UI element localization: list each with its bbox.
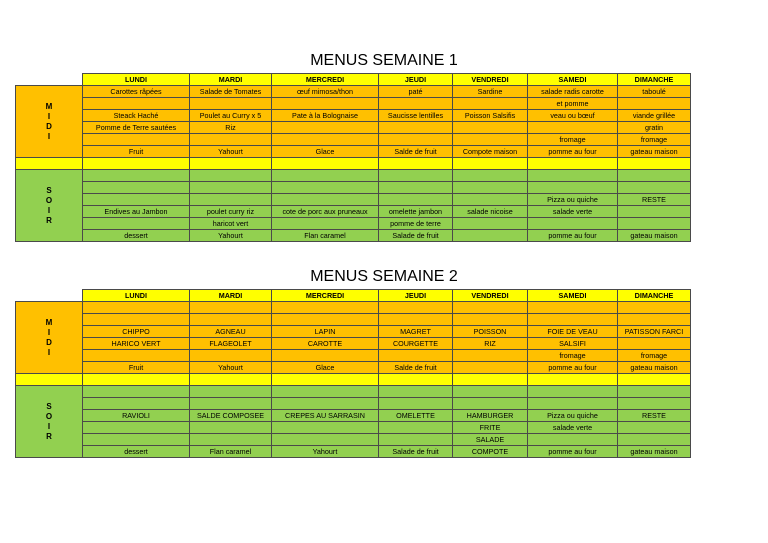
header-blank-cell	[16, 290, 83, 302]
menu-cell-mercredi: œuf mimosa/thon	[272, 86, 379, 98]
midi-row	[16, 350, 691, 362]
menu-cell-vendredi	[453, 398, 528, 410]
menu-cell-mercredi	[272, 134, 379, 146]
menu-cell-mercredi: Glace	[272, 362, 379, 374]
day-header-lundi: LUNDI	[83, 290, 190, 302]
menu-cell-mardi: Yahourt	[190, 230, 272, 242]
menu-cell-lundi: Fruit	[83, 362, 190, 374]
menu-cell-dimanche: fromage	[618, 350, 691, 362]
menu-cell-jeudi	[379, 98, 453, 110]
midi-label-letter: D	[46, 337, 52, 347]
menu-cell-jeudi	[379, 386, 453, 398]
menu-cell-jeudi	[379, 122, 453, 134]
menu-cell-mercredi	[272, 98, 379, 110]
separator-cell	[453, 374, 528, 386]
menu-cell-mardi: AGNEAU	[190, 326, 272, 338]
midi-row	[16, 146, 691, 158]
menu-cell-jeudi: paté	[379, 86, 453, 98]
menu-cell-mardi: Poulet au Curry x 5	[190, 110, 272, 122]
menu-cell-dimanche	[618, 398, 691, 410]
midi-row	[16, 110, 691, 122]
menu-cell-vendredi	[453, 182, 528, 194]
menu-cell-mardi: Salade de Tomates	[190, 86, 272, 98]
menu-cell-dimanche	[618, 422, 691, 434]
menu-cell-lundi	[83, 134, 190, 146]
menu-cell-mercredi: Flan caramel	[272, 230, 379, 242]
menu-cell-dimanche: taboulé	[618, 86, 691, 98]
menu-cell-vendredi	[453, 134, 528, 146]
menu-cell-dimanche: gateau maison	[618, 362, 691, 374]
menu-cell-mercredi	[272, 218, 379, 230]
midi-row	[16, 338, 691, 350]
week-2-menu-table	[15, 289, 691, 458]
menu-cell-lundi: HARICO VERT	[83, 338, 190, 350]
menu-cell-mardi	[190, 434, 272, 446]
menu-cell-samedi: veau ou bœuf	[528, 110, 618, 122]
menu-cell-dimanche	[618, 302, 691, 314]
menu-cell-samedi: Pizza ou quiche	[528, 410, 618, 422]
menu-cell-mercredi: LAPIN	[272, 326, 379, 338]
separator-cell	[528, 374, 618, 386]
menu-cell-samedi	[528, 398, 618, 410]
menu-cell-samedi: fromage	[528, 350, 618, 362]
menu-cell-mardi: FLAGEOLET	[190, 338, 272, 350]
menu-cell-mercredi	[272, 302, 379, 314]
menu-cell-jeudi	[379, 422, 453, 434]
menu-cell-mardi: haricot vert	[190, 218, 272, 230]
menu-cell-jeudi: Salde de fruit	[379, 362, 453, 374]
menu-cell-dimanche: RESTE	[618, 410, 691, 422]
soir-label-letter: I	[47, 205, 51, 215]
menu-cell-vendredi: Poisson Salsifis	[453, 110, 528, 122]
menu-cell-vendredi: COMPOTE	[453, 446, 528, 458]
menu-cell-vendredi	[453, 302, 528, 314]
header-blank-cell	[16, 74, 83, 86]
menu-cell-mercredi: CREPES AU SARRASIN	[272, 410, 379, 422]
menu-cell-mercredi: Glace	[272, 146, 379, 158]
midi-label-letter: I	[47, 327, 51, 337]
midi-label-letter: I	[47, 111, 51, 121]
week-2-title: MENUS SEMAINE 2	[310, 268, 458, 285]
soir-label-letter: O	[45, 195, 53, 205]
midi-row	[16, 362, 691, 374]
menu-cell-mercredi: Yahourt	[272, 446, 379, 458]
soir-label-letter: R	[46, 215, 52, 225]
menu-cell-vendredi	[453, 314, 528, 326]
soir-row	[16, 218, 691, 230]
menu-cell-lundi	[83, 302, 190, 314]
menu-cell-dimanche	[618, 206, 691, 218]
menu-cell-lundi: Endives au Jambon	[83, 206, 190, 218]
menu-cell-lundi	[83, 350, 190, 362]
menu-cell-lundi: Fruit	[83, 146, 190, 158]
menu-cell-samedi	[528, 386, 618, 398]
soir-side-label	[16, 386, 83, 458]
separator-cell	[528, 158, 618, 170]
menu-cell-vendredi: RIZ	[453, 338, 528, 350]
menu-cell-dimanche: gateau maison	[618, 146, 691, 158]
menu-cell-mercredi	[272, 314, 379, 326]
menu-cell-mardi	[190, 350, 272, 362]
menu-cell-mardi	[190, 98, 272, 110]
soir-row	[16, 446, 691, 458]
separator-cell	[16, 374, 83, 386]
midi-row	[16, 134, 691, 146]
menu-cell-vendredi: HAMBURGER	[453, 410, 528, 422]
menu-cell-mardi: Riz	[190, 122, 272, 134]
menu-cell-mardi	[190, 182, 272, 194]
menu-cell-jeudi: Salade de fruit	[379, 446, 453, 458]
midi-label-letter: I	[47, 347, 51, 357]
week-1-title: MENUS SEMAINE 1	[310, 52, 458, 69]
menu-cell-mercredi	[272, 122, 379, 134]
soir-row	[16, 230, 691, 242]
menu-cell-mardi: poulet curry riz	[190, 206, 272, 218]
midi-label-letter: M	[45, 317, 53, 327]
day-header-mardi: MARDI	[190, 290, 272, 302]
menu-cell-vendredi	[453, 362, 528, 374]
menu-cell-vendredi	[453, 98, 528, 110]
menu-cell-dimanche	[618, 182, 691, 194]
menu-cell-jeudi: OMELETTE	[379, 410, 453, 422]
menu-cell-mercredi	[272, 386, 379, 398]
menu-cell-samedi	[528, 434, 618, 446]
midi-label-letter: I	[47, 131, 51, 141]
soir-label-letter: O	[45, 411, 53, 421]
menu-cell-mercredi: Pate à la Bolognaise	[272, 110, 379, 122]
midi-row	[16, 314, 691, 326]
day-header-lundi: LUNDI	[83, 74, 190, 86]
separator-cell	[272, 374, 379, 386]
day-header-row	[16, 290, 691, 302]
menu-cell-vendredi	[453, 230, 528, 242]
menu-cell-vendredi	[453, 194, 528, 206]
menu-cell-dimanche	[618, 98, 691, 110]
separator-cell	[379, 158, 453, 170]
menu-cell-lundi	[83, 398, 190, 410]
soir-label-letter: R	[46, 431, 52, 441]
separator-cell	[379, 374, 453, 386]
soir-row	[16, 170, 691, 182]
menu-cell-samedi	[528, 182, 618, 194]
menu-cell-jeudi: Saucisse lentilles	[379, 110, 453, 122]
separator-cell	[272, 158, 379, 170]
menu-cell-lundi	[83, 170, 190, 182]
midi-row	[16, 302, 691, 314]
menu-cell-dimanche: fromage	[618, 134, 691, 146]
midi-row	[16, 98, 691, 110]
menu-cell-lundi: Steack Haché	[83, 110, 190, 122]
menu-cell-vendredi	[453, 386, 528, 398]
menu-cell-jeudi: Salde de fruit	[379, 146, 453, 158]
menu-cell-mardi	[190, 170, 272, 182]
menu-cell-mardi: Flan caramel	[190, 446, 272, 458]
menu-cell-mercredi	[272, 194, 379, 206]
soir-row	[16, 182, 691, 194]
menu-cell-lundi: CHIPPO	[83, 326, 190, 338]
menu-cell-dimanche	[618, 314, 691, 326]
menu-cell-vendredi: salade nicoise	[453, 206, 528, 218]
menu-cell-dimanche: viande grillée	[618, 110, 691, 122]
menu-cell-jeudi: COURGETTE	[379, 338, 453, 350]
separator-cell	[190, 158, 272, 170]
menu-cell-samedi: pomme au four	[528, 446, 618, 458]
menu-cell-lundi: dessert	[83, 446, 190, 458]
menu-cell-jeudi: pomme de terre	[379, 218, 453, 230]
menu-cell-samedi: salade verte	[528, 206, 618, 218]
menu-cell-dimanche	[618, 170, 691, 182]
menu-cell-samedi	[528, 302, 618, 314]
day-header-row	[16, 74, 691, 86]
menu-cell-samedi: FOIE DE VEAU	[528, 326, 618, 338]
menu-cell-mercredi	[272, 422, 379, 434]
menu-cell-mardi	[190, 134, 272, 146]
menu-cell-jeudi	[379, 350, 453, 362]
soir-row	[16, 434, 691, 446]
soir-row	[16, 386, 691, 398]
menu-cell-mercredi	[272, 398, 379, 410]
menu-cell-dimanche: gateau maison	[618, 446, 691, 458]
menu-cell-vendredi	[453, 170, 528, 182]
menu-cell-samedi: salade verte	[528, 422, 618, 434]
menu-cell-samedi: SALSIFI	[528, 338, 618, 350]
separator-row	[16, 158, 691, 170]
menu-cell-dimanche: RESTE	[618, 194, 691, 206]
menu-cell-vendredi: Compote maison	[453, 146, 528, 158]
menu-cell-samedi: pomme au four	[528, 362, 618, 374]
menu-cell-mercredi	[272, 350, 379, 362]
day-header-dimanche: DIMANCHE	[618, 74, 691, 86]
menu-cell-lundi	[83, 314, 190, 326]
menu-cell-vendredi: Sardine	[453, 86, 528, 98]
menu-cell-mardi	[190, 398, 272, 410]
menu-cell-dimanche: gratin	[618, 122, 691, 134]
day-header-mercredi: MERCREDI	[272, 74, 379, 86]
menu-cell-mardi	[190, 302, 272, 314]
menu-cell-vendredi: POISSON	[453, 326, 528, 338]
menu-cell-jeudi	[379, 194, 453, 206]
soir-row	[16, 422, 691, 434]
menu-cell-mercredi	[272, 170, 379, 182]
menu-cell-dimanche	[618, 434, 691, 446]
menu-cell-jeudi	[379, 182, 453, 194]
midi-side-label	[16, 86, 83, 158]
menu-cell-jeudi	[379, 398, 453, 410]
menu-cell-mardi	[190, 422, 272, 434]
menu-cell-mercredi	[272, 182, 379, 194]
menu-cell-mercredi	[272, 434, 379, 446]
menu-cell-lundi	[83, 194, 190, 206]
soir-row	[16, 206, 691, 218]
menu-cell-dimanche: gateau maison	[618, 230, 691, 242]
day-header-mardi: MARDI	[190, 74, 272, 86]
menu-cell-vendredi: FRITE	[453, 422, 528, 434]
day-header-vendredi: VENDREDI	[453, 74, 528, 86]
menu-cell-jeudi	[379, 134, 453, 146]
menu-cell-samedi: et pomme	[528, 98, 618, 110]
menu-cell-vendredi	[453, 218, 528, 230]
menu-cell-lundi	[83, 218, 190, 230]
menu-cell-mardi	[190, 386, 272, 398]
menu-cell-lundi: RAVIOLI	[83, 410, 190, 422]
midi-row	[16, 86, 691, 98]
menu-cell-lundi: Pomme de Terre sautées	[83, 122, 190, 134]
menu-cell-lundi	[83, 434, 190, 446]
soir-row	[16, 410, 691, 422]
menu-cell-vendredi	[453, 122, 528, 134]
soir-row	[16, 194, 691, 206]
menu-cell-vendredi: SALADE	[453, 434, 528, 446]
soir-label-letter: I	[47, 421, 51, 431]
separator-cell	[453, 158, 528, 170]
day-header-dimanche: DIMANCHE	[618, 290, 691, 302]
menu-cell-jeudi: Salade de fruit	[379, 230, 453, 242]
menu-cell-mercredi: cote de porc aux pruneaux	[272, 206, 379, 218]
soir-row	[16, 398, 691, 410]
separator-row	[16, 374, 691, 386]
menu-cell-samedi	[528, 170, 618, 182]
separator-cell	[83, 158, 190, 170]
menu-cell-dimanche	[618, 386, 691, 398]
separator-cell	[83, 374, 190, 386]
menu-cell-samedi: pomme au four	[528, 146, 618, 158]
menu-cell-jeudi: MAGRET	[379, 326, 453, 338]
midi-side-label	[16, 302, 83, 374]
midi-row	[16, 122, 691, 134]
separator-cell	[618, 374, 691, 386]
separator-cell	[190, 374, 272, 386]
menu-cell-jeudi	[379, 170, 453, 182]
menu-cell-dimanche	[618, 218, 691, 230]
menu-cell-dimanche	[618, 338, 691, 350]
menu-cell-jeudi	[379, 302, 453, 314]
day-header-samedi: SAMEDI	[528, 290, 618, 302]
menu-cell-samedi: pomme au four	[528, 230, 618, 242]
menu-cell-jeudi	[379, 434, 453, 446]
soir-label-letter: S	[46, 401, 52, 411]
menu-cell-samedi: Pizza ou quiche	[528, 194, 618, 206]
menu-cell-vendredi	[453, 350, 528, 362]
day-header-mercredi: MERCREDI	[272, 290, 379, 302]
midi-label-letter: D	[46, 121, 52, 131]
menu-cell-dimanche: PATISSON FARCI	[618, 326, 691, 338]
menu-cell-mardi: Yahourt	[190, 146, 272, 158]
day-header-vendredi: VENDREDI	[453, 290, 528, 302]
soir-label-letter: S	[46, 185, 52, 195]
menu-cell-mardi: SALDE COMPOSEE	[190, 410, 272, 422]
menu-cell-samedi: fromage	[528, 134, 618, 146]
week-1-menu-table	[15, 73, 691, 242]
soir-side-label	[16, 170, 83, 242]
midi-row	[16, 326, 691, 338]
menu-cell-mardi: Yahourt	[190, 362, 272, 374]
menu-cell-lundi: dessert	[83, 230, 190, 242]
menu-cell-lundi	[83, 98, 190, 110]
menu-cell-jeudi	[379, 314, 453, 326]
midi-label-letter: M	[45, 101, 53, 111]
menu-cell-lundi	[83, 386, 190, 398]
menu-cell-samedi	[528, 218, 618, 230]
day-header-jeudi: JEUDI	[379, 290, 453, 302]
menu-cell-lundi: Carottes râpées	[83, 86, 190, 98]
menu-cell-lundi	[83, 422, 190, 434]
menu-cell-mardi	[190, 194, 272, 206]
menu-cell-samedi	[528, 314, 618, 326]
separator-cell	[16, 158, 83, 170]
menu-cell-mardi	[190, 314, 272, 326]
menu-cell-samedi: salade radis carotte	[528, 86, 618, 98]
separator-cell	[618, 158, 691, 170]
day-header-jeudi: JEUDI	[379, 74, 453, 86]
menu-cell-samedi	[528, 122, 618, 134]
day-header-samedi: SAMEDI	[528, 74, 618, 86]
menu-cell-jeudi: omelette jambon	[379, 206, 453, 218]
menu-cell-lundi	[83, 182, 190, 194]
menu-cell-mercredi: CAROTTE	[272, 338, 379, 350]
